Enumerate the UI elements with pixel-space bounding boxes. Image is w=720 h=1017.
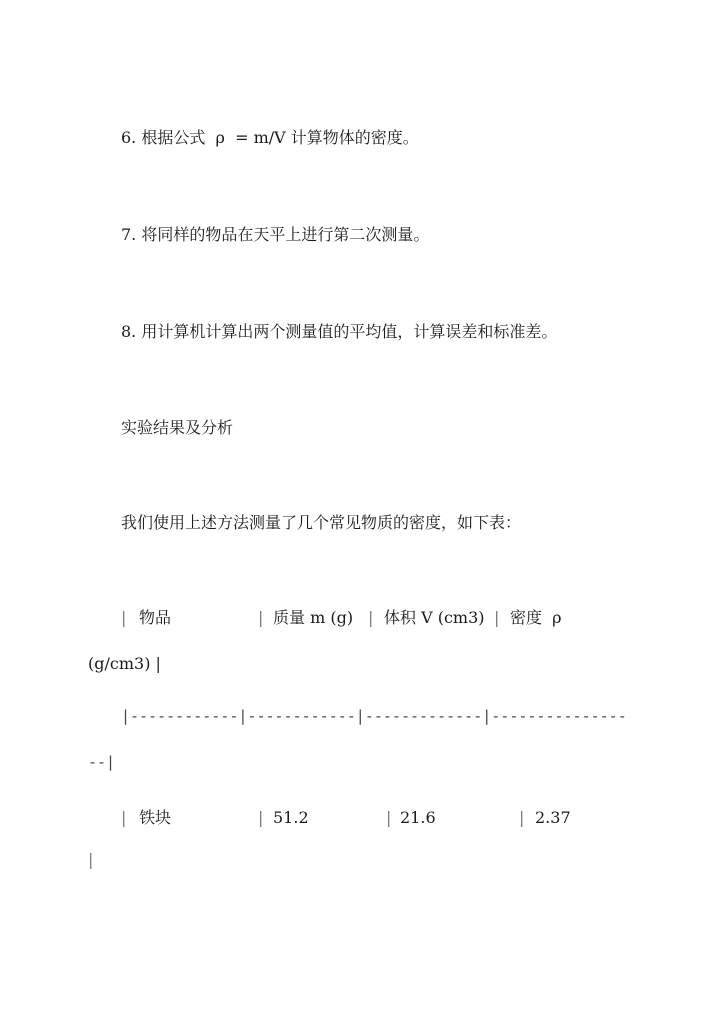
table-separator-wrap: --|	[88, 753, 116, 771]
table-cell-item: 铁块	[139, 808, 172, 827]
table-separator: |------------|------------|-------------|---------------	[121, 707, 627, 725]
table-intro: 我们使用上述方法测量了几个常见物质的密度，如下表：	[121, 513, 522, 532]
table-header-volume: 体积 V (cm3)	[384, 608, 485, 627]
table-border: |	[258, 808, 264, 827]
table-header-item: 物品	[139, 608, 172, 627]
table-header-wrap: (g/cm3) |	[88, 654, 161, 673]
table-cell-density: 2.37	[535, 808, 571, 827]
table-row-wrap: |	[88, 850, 94, 869]
table-cell-mass: 51.2	[273, 808, 309, 827]
step-6: 6. 根据公式 ρ = m/V 计算物体的密度。	[121, 128, 419, 147]
table-border: |	[368, 608, 374, 627]
table-border: |	[386, 808, 392, 827]
step-7: 7. 将同样的物品在天平上进行第二次测量。	[121, 225, 430, 244]
table-header-mass: 质量 m (g)	[273, 608, 354, 627]
step-8: 8. 用计算机计算出两个测量值的平均值，计算误差和标准差。	[121, 322, 558, 341]
table-cell-volume: 21.6	[400, 808, 436, 827]
section-title: 实验结果及分析	[121, 418, 234, 437]
table-border: |	[121, 608, 127, 627]
table-border: |	[519, 808, 525, 827]
table-border: |	[258, 608, 264, 627]
table-border: |	[121, 808, 127, 827]
table-header-density: 密度 ρ	[510, 608, 562, 627]
table-border: |	[494, 608, 500, 627]
